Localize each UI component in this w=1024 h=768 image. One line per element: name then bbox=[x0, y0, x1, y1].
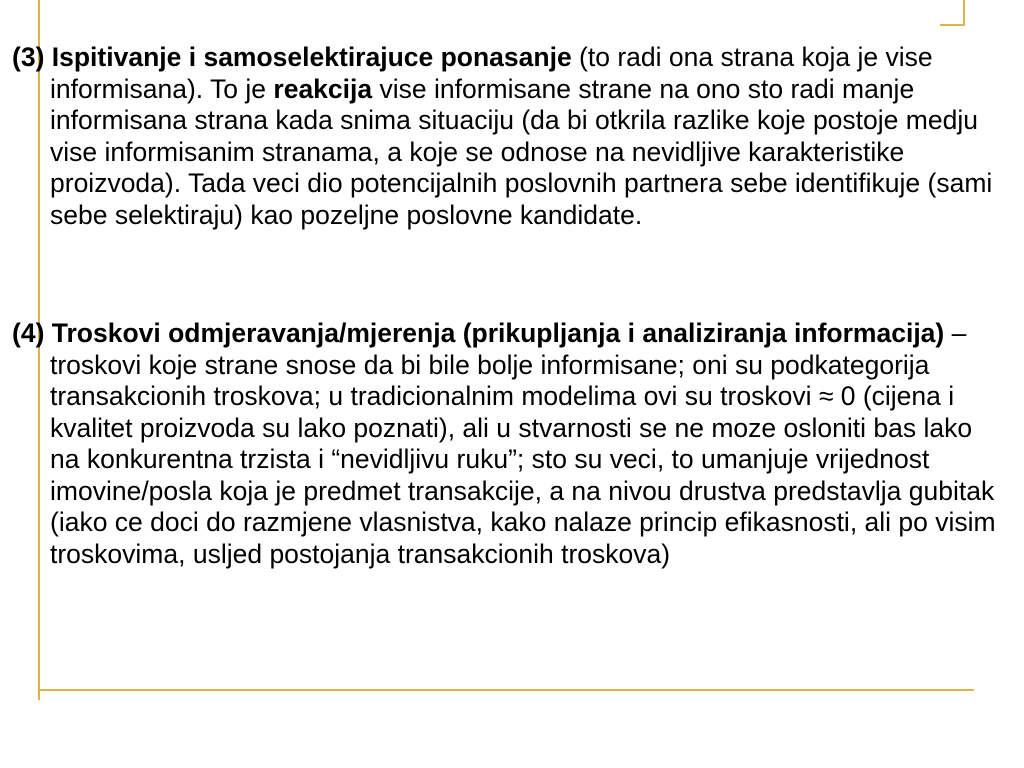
paragraph-3-title: Ispitivanje i samoselektirajuce ponasanje bbox=[51, 42, 572, 72]
slide-content bbox=[12, 42, 1002, 570]
decorative-top-horizontal-line bbox=[940, 24, 964, 26]
paragraph-3 bbox=[12, 42, 1002, 231]
paragraph-3-number: (3) bbox=[12, 42, 45, 72]
decorative-top-vertical-line bbox=[963, 0, 965, 26]
decorative-bottom-horizontal-line bbox=[38, 689, 974, 691]
paragraph-4 bbox=[12, 318, 1002, 570]
paragraph-3-text-part2: vise informisane strane na ono sto radi manje informisana strana kada snima situaciju (da bi otkrila razlike koje postoje medju vise informisanim stranama, a koje se odnose na nevidljive karakteristike proizvoda). Tada veci dio potencijalnih poslovnih partnera sebe identifikuje (sami sebe selektiraju) kao pozeljne poslovne kandidate. bbox=[50, 73, 993, 230]
paragraph-4-number: (4) bbox=[12, 318, 45, 348]
paragraph-4-body: – troskovi koje strane snose da bi bile bolje informisane; oni su podkategorija transakcionih troskova; u tradicionalnim modelima ovi su troskovi ≈ 0 (cijena i kvalitet proizvoda su lako poznati), ali u stvarnosti se ne moze osloniti bas lako na konkurentna trzista i “nevidljivu ruku”; sto su veci, to umanjuje vrijednost imovine/posla koja je predmet transakcije, a na nivou drustva predstavlja gubitak (iako ce doci do razmjene vlasnistva, kako nalaze princip efikasnosti, ali po visim troskovima, usljed postojanja transakcionih troskova) bbox=[50, 318, 996, 569]
paragraph-3-keyword: reakcija bbox=[273, 73, 373, 104]
paragraph-3-text-part1: (to radi ona strana koja je vise informisana). To je bbox=[50, 42, 933, 104]
paragraph-4-title: Troskovi odmjeravanja/mjerenja (prikupljanja i analiziranja informacija) bbox=[51, 318, 945, 348]
